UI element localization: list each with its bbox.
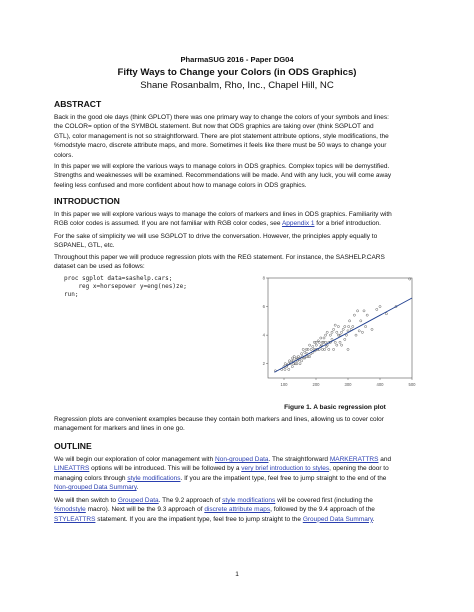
- x-tick-label: 500: [408, 382, 416, 387]
- style-modifications-link-2[interactable]: style modifications: [222, 497, 276, 504]
- y-tick-label: 6: [262, 304, 265, 310]
- non-grouped-data-link[interactable]: Non-grouped Data: [215, 456, 269, 463]
- text-line: the COLOR= option of the SYMBOL statement. But now that ODS graphics are taking over (think SGPLOT and: [54, 123, 374, 131]
- text-line: Back in the good ole days (think GPLOT) there was one primary way to change the colors of your symbols and lines:: [54, 114, 389, 121]
- paper-title: Fifty Ways to Change your Colors (in ODS Graphics): [117, 67, 357, 78]
- text-run: managing colors through: [54, 474, 128, 482]
- text-run: .: [136, 484, 139, 492]
- text-run: RGB color codes is assumed. If you are not familiar with RGB color codes, see: [54, 220, 282, 228]
- text-line: SGPANEL, GTL, etc.: [54, 242, 115, 250]
- abstract-paragraph-2: [54, 162, 422, 190]
- text-line: feeling less confused and more confident about how to manage colors in ODS graphics.: [54, 181, 307, 189]
- appendix-1-link[interactable]: Appendix 1: [281, 220, 315, 228]
- text-line: %modstyle macro, discrete attribute maps, and more. Sometimes it feels like there must be 50 ways to change your: [54, 142, 387, 150]
- text-line: [54, 464, 422, 473]
- author-line: Shane Rosanbalm, Rho, Inc., Chapel Hill, NC: [140, 80, 334, 91]
- text-line: [54, 474, 422, 483]
- page-number: 1: [235, 571, 239, 578]
- text-line: For the sake of simplicity we will use SGPLOT to drive the conversation. However, the principles apply equally to: [54, 233, 378, 240]
- x-tick-label: 300: [344, 382, 352, 387]
- y-tick-label: 8: [262, 275, 265, 281]
- text-run: . If you are the impatient type, feel free to jump straight to the end of the: [180, 474, 387, 482]
- grouped-summary-link[interactable]: Grouped Data Summary: [302, 515, 373, 523]
- non-grouped-summary-link[interactable]: Non-grouped Data Summary: [54, 484, 137, 492]
- text-line: management for markers and lines in one go.: [54, 425, 185, 433]
- text-line: dataset can be used as follows:: [54, 263, 145, 271]
- text-run: .: [372, 515, 375, 523]
- y-tick-label: 4: [262, 332, 265, 338]
- outline-paragraph-1: [54, 455, 422, 493]
- lineattrs-link[interactable]: LINEATTRS: [54, 465, 90, 473]
- regression-figure: [254, 274, 416, 392]
- text-run: options will be introduced. This will be followed by a: [89, 465, 242, 473]
- text-run: , followed by the 9.4 approach of the: [270, 506, 375, 514]
- text-run: We will then switch to: [54, 497, 118, 504]
- figure-caption: Figure 1. A basic regression plot: [284, 404, 386, 411]
- x-tick-label: 100: [280, 382, 288, 387]
- modstyle-link[interactable]: %modstyle: [54, 506, 86, 514]
- abstract-heading: ABSTRACT: [54, 99, 102, 109]
- text-run: macro). Next will be the 9.3 approach of: [85, 506, 205, 514]
- markerattrs-link[interactable]: MARKERATTRS: [329, 456, 379, 463]
- style-modifications-link[interactable]: style modifications: [127, 474, 181, 482]
- text-run: We will begin our exploration of color management with: [54, 456, 216, 463]
- text-line: [54, 483, 422, 492]
- grouped-data-link[interactable]: Grouped Data: [117, 497, 159, 504]
- text-line: In this paper we will explore the various ways to manage colors in ODS graphics. Complex topics will be demystified.: [54, 163, 390, 170]
- text-line: [54, 219, 422, 228]
- text-run: statement. If you are the impatient type, feel free to jump straight to the: [95, 515, 303, 523]
- styleattrs-link[interactable]: STYLEATTRS: [54, 515, 96, 523]
- outline-heading: OUTLINE: [54, 441, 92, 451]
- styles-intro-link[interactable]: very brief introduction to styles: [241, 465, 330, 473]
- text-run: . The 9.2 approach of: [158, 497, 223, 504]
- text-line: In this paper we will explore various ways to manage the colors of markers and lines in ODS graphics. Familiarity with: [54, 211, 392, 218]
- text-line: [54, 455, 422, 464]
- x-tick-label: 400: [376, 382, 384, 387]
- outline-paragraph-2: [54, 496, 422, 524]
- discrete-attribute-maps-link[interactable]: discrete attribute maps: [204, 506, 271, 514]
- regression-plot: [254, 274, 416, 392]
- conference-label: PharmaSUG 2016 - Paper DG04: [180, 55, 294, 64]
- introduction-paragraph-1: [54, 210, 422, 229]
- text-run: . The straightforward: [268, 456, 330, 463]
- text-run: for a brief introduction.: [314, 220, 381, 228]
- introduction-paragraph-3: [54, 253, 422, 272]
- text-run: , opening the door to: [329, 465, 389, 473]
- introduction-paragraph-2: [54, 232, 422, 251]
- x-tick-label: 200: [312, 382, 320, 387]
- abstract-paragraph-1: [54, 113, 422, 160]
- text-line: colors.: [54, 151, 74, 159]
- text-line: Regression plots are convenient examples because they contain both markers and lines, allowing us to cover color: [54, 416, 384, 423]
- text-run: and: [378, 456, 392, 463]
- text-line: [54, 505, 422, 514]
- text-line: GTL), color management is not so straightforward. There are plot statement attribute options, style modifications, the: [54, 132, 389, 140]
- introduction-paragraph-4: [54, 415, 422, 434]
- text-line: Strengths and weaknesses will be examined. Recommendations will be made. And with any luck, you will come away: [54, 172, 392, 180]
- y-tick-label: 2: [262, 361, 265, 367]
- text-line: [54, 515, 422, 524]
- sas-code-block: proc sgplot data=sashelp.cars; reg x=horsepower y=eng(nes)ze; run;: [64, 275, 187, 298]
- text-line: [54, 496, 422, 505]
- introduction-heading: INTRODUCTION: [54, 196, 120, 206]
- text-run: will be covered first (including the: [275, 497, 373, 504]
- text-line: Throughout this paper we will produce regression plots with the REG statement. For instance, the SASHELP.CARS: [54, 254, 385, 261]
